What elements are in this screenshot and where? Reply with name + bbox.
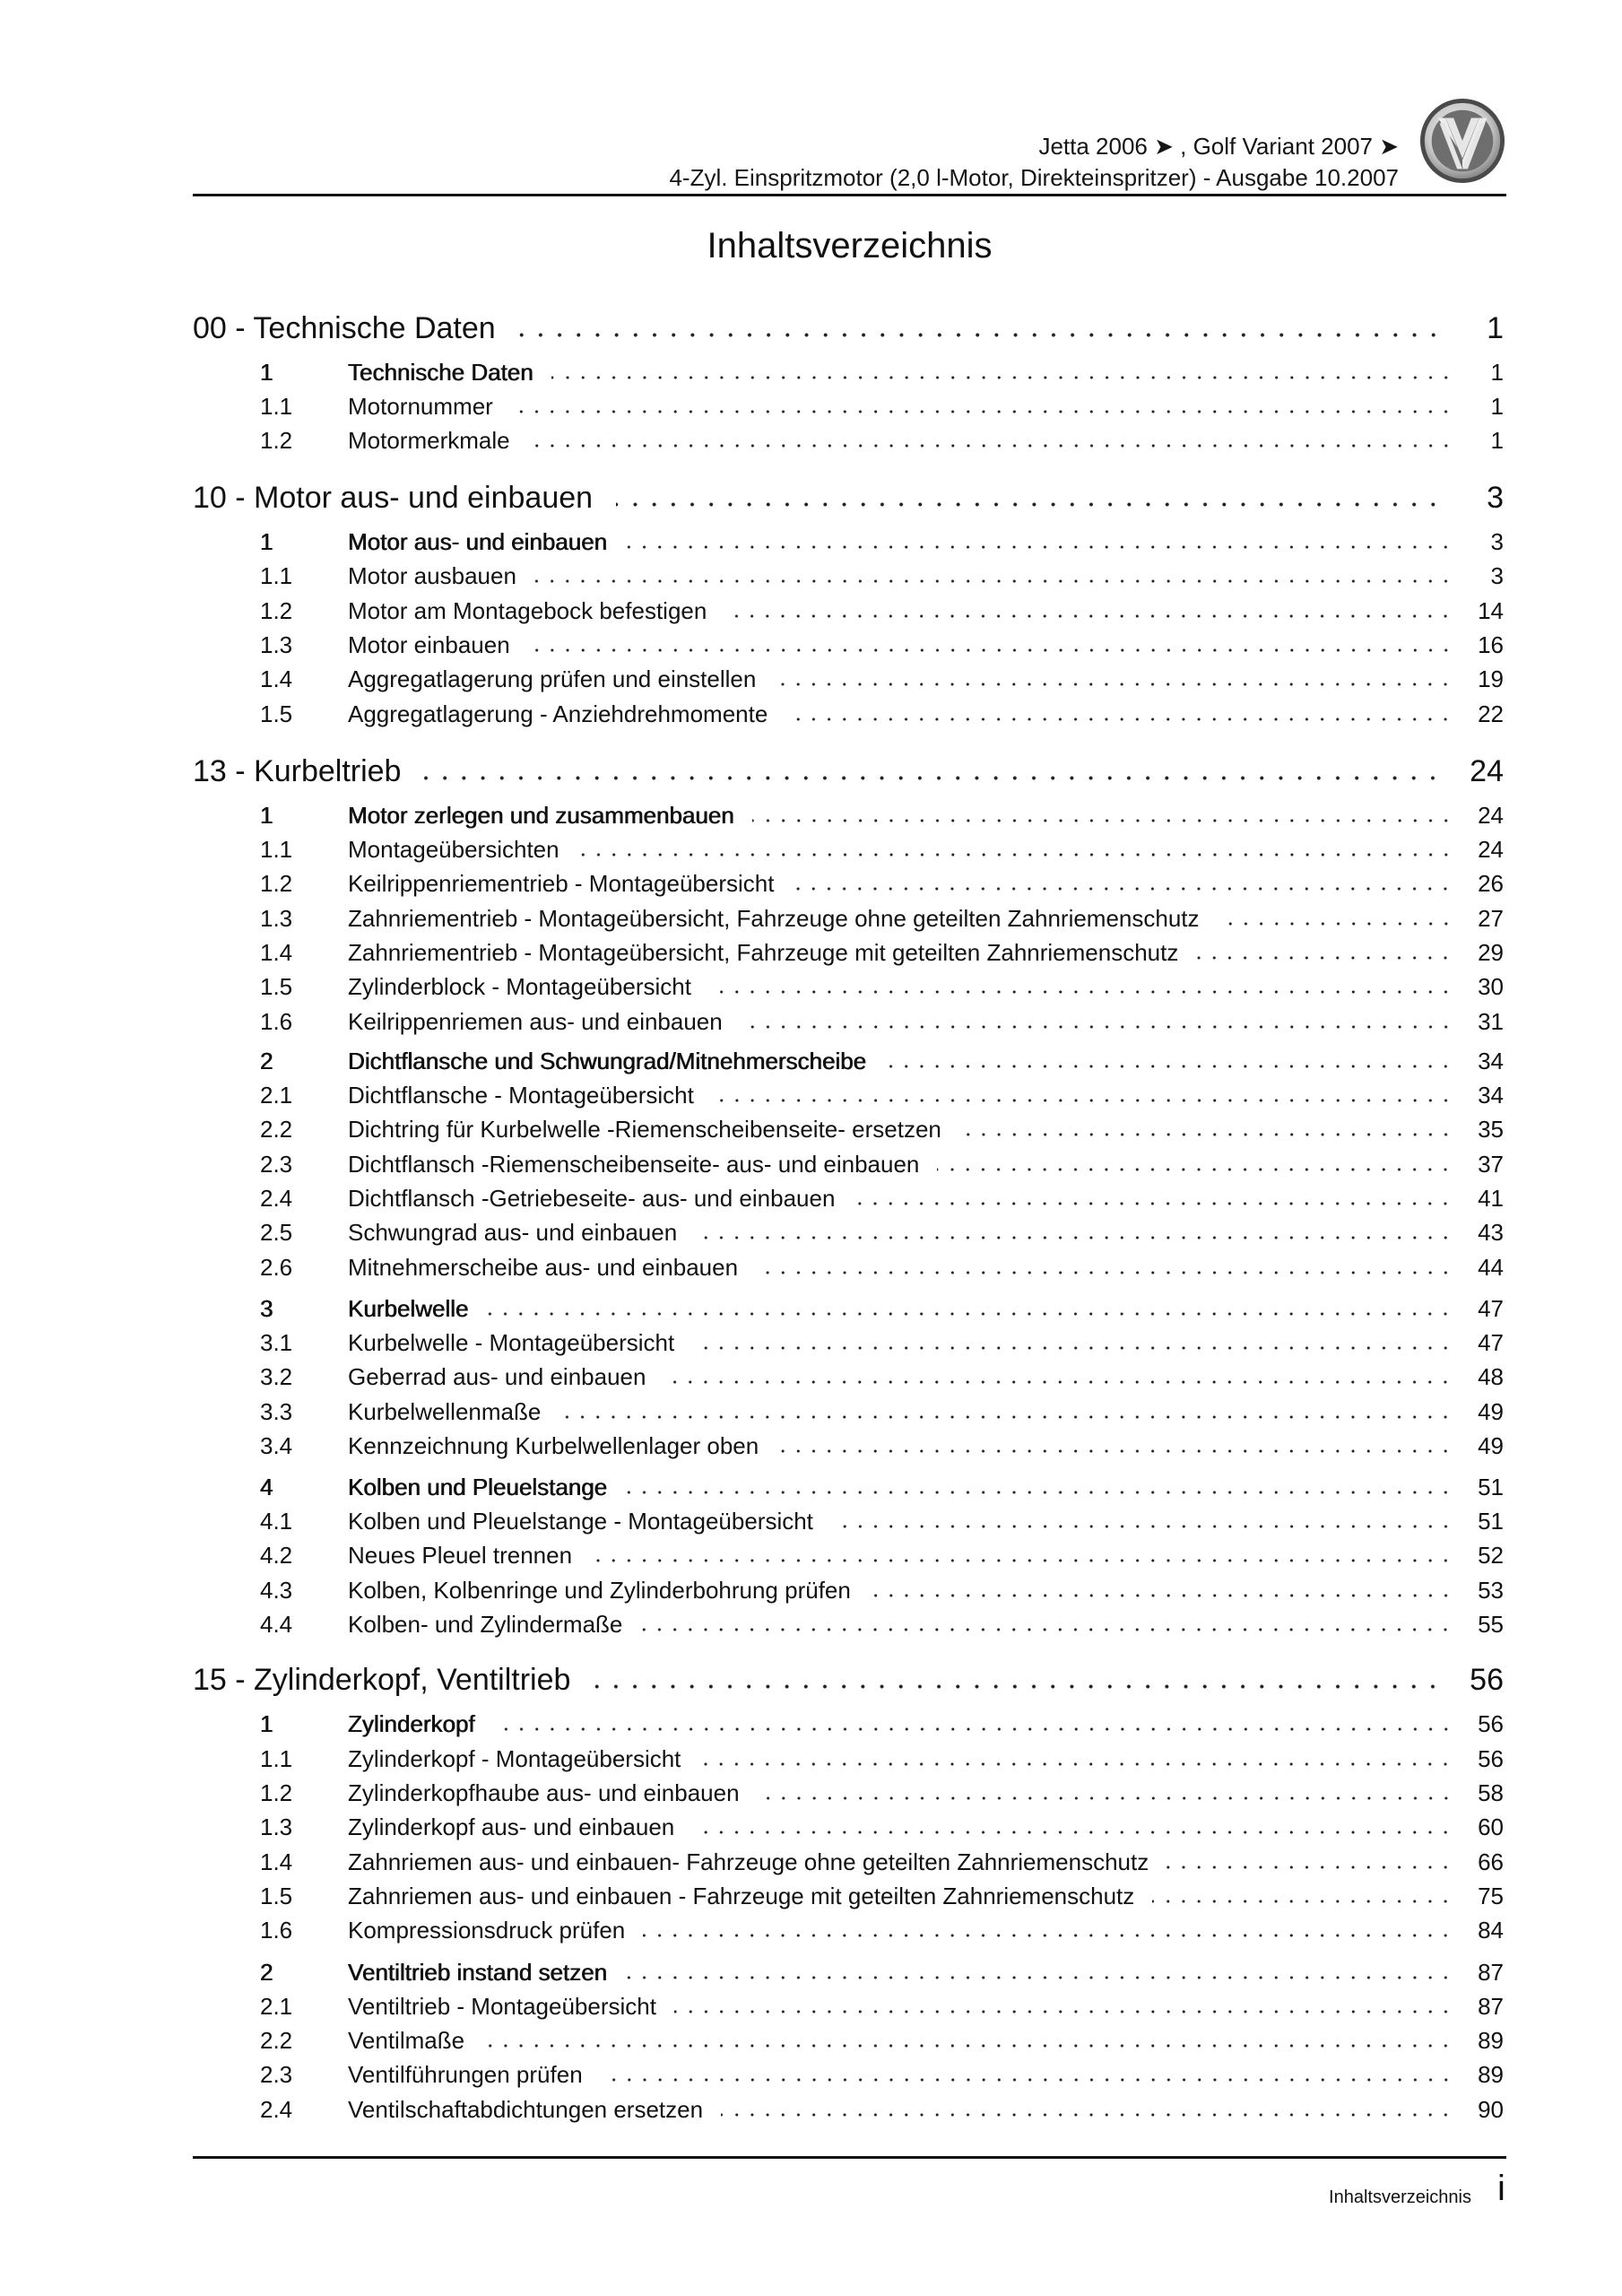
dot-leader bbox=[1196, 955, 1453, 961]
dot-leader bbox=[712, 1098, 1453, 1103]
toc-entry-label: Motormerkmale bbox=[348, 427, 510, 454]
toc-page-number: 1 bbox=[1490, 427, 1504, 454]
dot-leader bbox=[528, 443, 1453, 448]
dot-leader bbox=[752, 818, 1453, 823]
toc-entry[interactable] bbox=[193, 1118, 1504, 1141]
toc-entry[interactable] bbox=[193, 1152, 1504, 1176]
dot-leader bbox=[692, 1830, 1453, 1835]
dot-leader bbox=[601, 2077, 1453, 2083]
toc-entry-number: 1.2 bbox=[260, 427, 293, 454]
toc-entry-label: Ventilführungen prüfen bbox=[348, 2061, 583, 2088]
toc-entry[interactable] bbox=[193, 429, 1504, 452]
dot-leader bbox=[486, 1311, 1453, 1317]
toc-entry-number: 4.3 bbox=[260, 1577, 293, 1604]
toc-entry-number: 1.4 bbox=[260, 939, 293, 966]
dot-leader bbox=[869, 1593, 1453, 1598]
toc-entry-number: 1 bbox=[260, 802, 273, 829]
toc-entry[interactable] bbox=[193, 1049, 1504, 1073]
toc-entry-label: Zahnriemen aus- und einbauen - Fahrzeuge mit geteilten Zahnriemenschutz bbox=[348, 1883, 1135, 1909]
toc-entry[interactable] bbox=[193, 702, 1504, 726]
toc-entry-number: 2 bbox=[260, 1959, 273, 1986]
toc-entry-number: 1 bbox=[260, 1710, 273, 1737]
toc-entry[interactable] bbox=[193, 1815, 1504, 1839]
toc-page-number: 26 bbox=[1478, 870, 1504, 897]
toc-entry[interactable] bbox=[193, 1256, 1504, 1279]
toc-page-number: 44 bbox=[1478, 1254, 1504, 1281]
toc-page-number: 24 bbox=[1478, 802, 1504, 829]
dot-leader bbox=[551, 375, 1453, 380]
toc-entry-label: Zylinderkopf bbox=[348, 1710, 475, 1737]
dot-leader bbox=[884, 1064, 1453, 1069]
toc-entry[interactable] bbox=[193, 361, 1504, 384]
toc-entry[interactable] bbox=[193, 1010, 1504, 1033]
toc-entry-number: 2.3 bbox=[260, 1151, 293, 1178]
toc-entry-label: Zylinderkopfhaube aus- und einbauen bbox=[348, 1779, 740, 1806]
toc-entry-label: Neues Pleuel trennen bbox=[348, 1542, 573, 1569]
toc-entry[interactable] bbox=[193, 530, 1504, 553]
toc-entry-number: 1.5 bbox=[260, 973, 293, 1000]
toc-entry-number: 1.1 bbox=[260, 836, 293, 863]
dot-leader bbox=[590, 1558, 1453, 1563]
toc-entry[interactable] bbox=[193, 1187, 1504, 1210]
dot-leader bbox=[519, 332, 1443, 338]
toc-entry-label: Kolben und Pleuelstange - Montageübersicht bbox=[348, 1508, 813, 1535]
toc-page-number: 87 bbox=[1478, 1993, 1504, 2020]
dot-leader bbox=[528, 648, 1453, 653]
dot-leader bbox=[831, 1524, 1453, 1529]
toc-entry-label: Dichtflansche und Schwungrad/Mitnehmerscheibe bbox=[348, 1048, 867, 1074]
toc-entry[interactable] bbox=[193, 975, 1504, 998]
toc-page-number: 51 bbox=[1478, 1508, 1504, 1535]
toc-entry-label: Motornummer bbox=[348, 393, 493, 420]
toc-entry-label: Kurbelwellenmaße bbox=[348, 1398, 542, 1425]
footer-rule bbox=[193, 2156, 1506, 2159]
toc-page-number: 89 bbox=[1478, 2027, 1504, 2054]
toc-entry-number: 3.4 bbox=[260, 1432, 293, 1459]
dot-leader bbox=[616, 501, 1443, 508]
toc-entry-label: Aggregatlagerung - Anziehdrehmomente bbox=[348, 700, 768, 727]
toc-entry[interactable] bbox=[193, 1918, 1504, 1942]
dot-leader bbox=[776, 1448, 1453, 1454]
toc-page-number: 55 bbox=[1478, 1611, 1504, 1638]
toc-entry-number: 3.3 bbox=[260, 1398, 293, 1425]
toc-entry-label: Technische Daten bbox=[348, 359, 533, 386]
toc-entry-label: Kompressionsdruck prüfen bbox=[348, 1917, 626, 1944]
toc-entry[interactable] bbox=[193, 1613, 1504, 1636]
footer-page-number: i bbox=[1497, 2169, 1505, 2208]
toc-page-number: 3 bbox=[1490, 528, 1504, 555]
dot-leader bbox=[594, 1683, 1443, 1690]
toc-page-number: 3 bbox=[1490, 562, 1504, 589]
dot-leader bbox=[695, 1235, 1453, 1240]
toc-entry-number: 1.4 bbox=[260, 665, 293, 692]
toc-chapter-label: 13 - Kurbeltrieb bbox=[193, 754, 402, 788]
toc-entry-label: Kennzeichnung Kurbelwellenlager oben bbox=[348, 1432, 759, 1459]
toc-page-number: 41 bbox=[1478, 1185, 1504, 1212]
dot-leader bbox=[741, 1024, 1453, 1030]
toc-entry[interactable] bbox=[193, 1578, 1504, 1602]
dot-leader bbox=[534, 578, 1453, 584]
toc-entry-label: Ventilschaftabdichtungen ersetzen bbox=[348, 2096, 704, 2123]
toc-page-number: 58 bbox=[1478, 1779, 1504, 1806]
toc-entry-number: 2.6 bbox=[260, 1254, 293, 1281]
toc-entry-number: 2.1 bbox=[260, 1082, 293, 1109]
toc-entry-label: Dichtflansch -Getriebeseite- aus- und einbauen bbox=[348, 1185, 836, 1212]
dot-leader bbox=[1167, 1865, 1453, 1870]
toc-entry-number: 1 bbox=[260, 359, 273, 386]
toc-entry-label: Kolben und Pleuelstange bbox=[348, 1474, 608, 1500]
toc-page-number: 31 bbox=[1478, 1008, 1504, 1035]
toc-entry-number: 3 bbox=[260, 1295, 273, 1322]
dot-leader bbox=[640, 1627, 1453, 1632]
toc-page-number: 35 bbox=[1478, 1116, 1504, 1143]
toc-entry[interactable] bbox=[193, 1509, 1504, 1533]
toc-entry-number: 4.4 bbox=[260, 1611, 293, 1638]
toc-entry-number: 1.4 bbox=[260, 1848, 293, 1875]
toc-entry-number: 2.5 bbox=[260, 1219, 293, 1246]
toc-page-number: 24 bbox=[1470, 754, 1504, 788]
toc-entry-label: Montageübersichten bbox=[348, 836, 559, 863]
toc-page-number: 51 bbox=[1478, 1474, 1504, 1500]
toc-page-number: 30 bbox=[1478, 973, 1504, 1000]
toc-page-number: 56 bbox=[1478, 1745, 1504, 1772]
toc-page-number: 75 bbox=[1478, 1883, 1504, 1909]
dot-leader bbox=[692, 1345, 1453, 1351]
toc-page-number: 53 bbox=[1478, 1577, 1504, 1604]
dot-leader bbox=[625, 1490, 1453, 1495]
toc-page-number: 48 bbox=[1478, 1363, 1504, 1390]
dot-leader bbox=[1218, 921, 1453, 926]
header-rule bbox=[193, 194, 1506, 196]
dot-leader bbox=[709, 989, 1453, 995]
dot-leader bbox=[511, 409, 1453, 414]
toc-page-number: 84 bbox=[1478, 1917, 1504, 1944]
footer-section-label: Inhaltsverzeichnis bbox=[1329, 2187, 1471, 2207]
dot-leader bbox=[853, 1201, 1453, 1206]
toc-page-number: 29 bbox=[1478, 939, 1504, 966]
toc-entry-label: Kolben- und Zylindermaße bbox=[348, 1611, 623, 1638]
toc-entry[interactable] bbox=[193, 1544, 1504, 1567]
toc-entry-label: Zylinderkopf aus- und einbauen bbox=[348, 1813, 675, 1840]
toc-entry[interactable] bbox=[193, 907, 1504, 930]
toc-entry-number: 2.3 bbox=[260, 2061, 293, 2088]
toc-entry-label: Kolben, Kolbenringe und Zylinderbohrung prüfen bbox=[348, 1577, 851, 1604]
dot-leader bbox=[625, 544, 1453, 550]
toc-entry[interactable] bbox=[193, 1850, 1504, 1874]
dot-leader bbox=[664, 1379, 1453, 1385]
dot-leader bbox=[721, 2112, 1453, 2118]
toc-page-number: 87 bbox=[1478, 1959, 1504, 1986]
dot-leader bbox=[577, 852, 1453, 857]
toc-entry[interactable] bbox=[193, 395, 1504, 418]
toc-page-number: 60 bbox=[1478, 1813, 1504, 1840]
toc-entry-label: Zahnriemen aus- und einbauen- Fahrzeuge ohne geteilten Zahnriemenschutz bbox=[348, 1848, 1149, 1875]
toc-entry[interactable] bbox=[193, 838, 1504, 861]
toc-entry-number: 1.2 bbox=[260, 1779, 293, 1806]
toc-page-number: 14 bbox=[1478, 597, 1504, 624]
toc-page-number: 47 bbox=[1478, 1329, 1504, 1356]
toc-entry[interactable] bbox=[193, 1747, 1504, 1770]
toc-entry-number: 1.2 bbox=[260, 597, 293, 624]
toc-entry-label: Dichtflansche - Montageübersicht bbox=[348, 1082, 694, 1109]
toc-page-number: 49 bbox=[1478, 1432, 1504, 1459]
toc-entry-label: Keilrippenriementrieb - Montageübersicht bbox=[348, 870, 775, 897]
toc-entry[interactable] bbox=[193, 1297, 1504, 1320]
toc-page-number: 24 bbox=[1478, 836, 1504, 863]
toc-entry-label: Motor einbauen bbox=[348, 631, 510, 658]
toc-entry-number: 3.1 bbox=[260, 1329, 293, 1356]
dot-leader bbox=[643, 1933, 1453, 1938]
toc-entry-number: 1.3 bbox=[260, 905, 293, 932]
toc-page-number: 1 bbox=[1487, 311, 1504, 345]
toc-page-number: 34 bbox=[1478, 1082, 1504, 1109]
toc-chapter[interactable] bbox=[193, 483, 1504, 513]
dot-leader bbox=[625, 1975, 1453, 1980]
dot-leader bbox=[959, 1132, 1453, 1137]
toc-entry[interactable] bbox=[193, 1365, 1504, 1388]
toc-entry-label: Kurbelwelle bbox=[348, 1295, 469, 1322]
toc-entry-number: 1.6 bbox=[260, 1008, 293, 1035]
toc-entry-number: 1.3 bbox=[260, 631, 293, 658]
toc-entry[interactable] bbox=[193, 564, 1504, 587]
toc-page-number: 1 bbox=[1490, 359, 1504, 386]
toc-entry-number: 2.4 bbox=[260, 1185, 293, 1212]
toc-page-number: 56 bbox=[1470, 1663, 1504, 1697]
dot-leader bbox=[724, 613, 1453, 619]
toc-entry-number: 1.2 bbox=[260, 870, 293, 897]
toc-entry[interactable] bbox=[193, 872, 1504, 895]
toc-chapter[interactable] bbox=[193, 313, 1504, 344]
vw-logo-icon bbox=[1418, 97, 1506, 185]
toc-page-number: 16 bbox=[1478, 631, 1504, 658]
toc-entry-label: Schwungrad aus- und einbauen bbox=[348, 1219, 678, 1246]
header-vehicle-models: Jetta 2006 ➤ , Golf Variant 2007 ➤ bbox=[1038, 133, 1399, 160]
toc-entry[interactable] bbox=[193, 1400, 1504, 1423]
dot-leader bbox=[493, 1726, 1453, 1732]
toc-page-number: 52 bbox=[1478, 1542, 1504, 1569]
toc-entry-label: Keilrippenriemen aus- und einbauen bbox=[348, 1008, 723, 1035]
toc-entry-number: 1.1 bbox=[260, 562, 293, 589]
toc-entry[interactable] bbox=[193, 1221, 1504, 1244]
toc-entry[interactable] bbox=[193, 599, 1504, 622]
toc-chapter[interactable] bbox=[193, 1665, 1504, 1695]
toc-entry-label: Geberrad aus- und einbauen bbox=[348, 1363, 646, 1390]
toc-entry-number: 1.1 bbox=[260, 1745, 293, 1772]
toc-entry-number: 3.2 bbox=[260, 1363, 293, 1390]
toc-entry-label: Zahnriementrieb - Montageübersicht, Fahrzeuge ohne geteilten Zahnriemenschutz bbox=[348, 905, 1200, 932]
toc-entry-number: 4.2 bbox=[260, 1542, 293, 1569]
toc-entry-number: 1.1 bbox=[260, 393, 293, 420]
toc-entry[interactable] bbox=[193, 1884, 1504, 1908]
dot-leader bbox=[756, 1270, 1453, 1275]
dot-leader bbox=[785, 717, 1453, 722]
dot-leader bbox=[1152, 1899, 1453, 1904]
toc-chapter-label: 10 - Motor aus- und einbauen bbox=[193, 481, 594, 515]
toc-page-number: 1 bbox=[1490, 393, 1504, 420]
dot-leader bbox=[774, 682, 1453, 687]
toc-entry[interactable] bbox=[193, 2063, 1504, 2086]
toc-page-number: 47 bbox=[1478, 1295, 1504, 1322]
toc-entry[interactable] bbox=[193, 941, 1504, 964]
toc-entry-label: Ventilmaße bbox=[348, 2027, 465, 2054]
toc-entry-label: Ventiltrieb - Montageübersicht bbox=[348, 1993, 656, 2020]
toc-page-number: 56 bbox=[1478, 1710, 1504, 1737]
toc-entry[interactable] bbox=[193, 1331, 1504, 1354]
toc-entry[interactable] bbox=[193, 1434, 1504, 1457]
toc-entry-label: Zahnriementrieb - Montageübersicht, Fahrzeuge mit geteilten Zahnriemenschutz bbox=[348, 939, 1179, 966]
dot-leader bbox=[937, 1167, 1453, 1172]
dot-leader bbox=[424, 775, 1443, 781]
toc-entry-label: Dichtflansch -Riemenscheibenseite- aus- und einbauen bbox=[348, 1151, 920, 1178]
toc-page-number: 27 bbox=[1478, 905, 1504, 932]
toc-page-number: 66 bbox=[1478, 1848, 1504, 1875]
toc-entry-number: 2.2 bbox=[260, 2027, 293, 2054]
toc-entry[interactable] bbox=[193, 2029, 1504, 2052]
toc-entry-number: 2.1 bbox=[260, 1993, 293, 2020]
header-engine-edition: 4-Zyl. Einspritzmotor (2,0 l-Motor, Direkteinspritzer) - Ausgabe 10.2007 bbox=[669, 164, 1399, 191]
toc-page-number: 22 bbox=[1478, 700, 1504, 727]
dot-leader bbox=[698, 1761, 1453, 1767]
toc-page-number: 49 bbox=[1478, 1398, 1504, 1425]
dot-leader bbox=[792, 886, 1453, 891]
toc-page-number: 37 bbox=[1478, 1151, 1504, 1178]
toc-entry[interactable] bbox=[193, 1995, 1504, 2018]
toc-entry-number: 2.2 bbox=[260, 1116, 293, 1143]
toc-entry-label: Motor aus- und einbauen bbox=[348, 528, 608, 555]
toc-entry[interactable] bbox=[193, 1781, 1504, 1805]
toc-entry-label: Kurbelwelle - Montageübersicht bbox=[348, 1329, 675, 1356]
toc-entry[interactable] bbox=[193, 1083, 1504, 1107]
toc-entry[interactable] bbox=[193, 804, 1504, 827]
toc-entry-number: 1.3 bbox=[260, 1813, 293, 1840]
toc-entry-number: 1.5 bbox=[260, 1883, 293, 1909]
toc-entry-number: 4.1 bbox=[260, 1508, 293, 1535]
dot-leader bbox=[758, 1796, 1453, 1801]
toc-entry-number: 2.4 bbox=[260, 2096, 293, 2123]
toc-page-number: 89 bbox=[1478, 2061, 1504, 2088]
toc-entry-label: Zylinderblock - Montageübersicht bbox=[348, 973, 691, 1000]
toc-entry[interactable] bbox=[193, 667, 1504, 691]
toc-entry-number: 1 bbox=[260, 528, 273, 555]
toc-entry-number: 1.6 bbox=[260, 1917, 293, 1944]
toc-entry-number: 2 bbox=[260, 1048, 273, 1074]
toc-entry[interactable] bbox=[193, 633, 1504, 657]
page-title: Inhaltsverzeichnis bbox=[707, 226, 993, 265]
toc-entry[interactable] bbox=[193, 1961, 1504, 1984]
toc-entry-label: Aggregatlagerung prüfen und einstellen bbox=[348, 665, 757, 692]
toc-entry-label: Zylinderkopf - Montageübersicht bbox=[348, 1745, 681, 1772]
toc-page-number: 43 bbox=[1478, 1219, 1504, 1246]
dot-leader bbox=[674, 2009, 1453, 2014]
toc-chapter-label: 00 - Technische Daten bbox=[193, 311, 496, 345]
dot-leader bbox=[482, 2043, 1453, 2048]
toc-page-number: 90 bbox=[1478, 2096, 1504, 2123]
toc-chapter[interactable] bbox=[193, 756, 1504, 787]
toc-entry-label: Ventiltrieb instand setzen bbox=[348, 1959, 608, 1986]
toc-entry-label: Motor am Montagebock befestigen bbox=[348, 597, 707, 624]
toc-entry-label: Dichtring für Kurbelwelle -Riemenscheibenseite- ersetzen bbox=[348, 1116, 941, 1143]
toc-entry[interactable] bbox=[193, 1475, 1504, 1499]
toc-entry-number: 4 bbox=[260, 1474, 273, 1500]
toc-entry-label: Motor ausbauen bbox=[348, 562, 516, 589]
toc-page-number: 3 bbox=[1487, 481, 1504, 515]
toc-entry[interactable] bbox=[193, 1712, 1504, 1735]
toc-page-number: 34 bbox=[1478, 1048, 1504, 1074]
toc-entry[interactable] bbox=[193, 2098, 1504, 2121]
toc-chapter-label: 15 - Zylinderkopf, Ventiltrieb bbox=[193, 1663, 571, 1697]
toc-entry-number: 1.5 bbox=[260, 700, 293, 727]
toc-entry-label: Mitnehmerscheibe aus- und einbauen bbox=[348, 1254, 739, 1281]
dot-leader bbox=[559, 1414, 1453, 1420]
toc-page-number: 19 bbox=[1478, 665, 1504, 692]
toc-entry-label: Motor zerlegen und zusammenbauen bbox=[348, 802, 734, 829]
